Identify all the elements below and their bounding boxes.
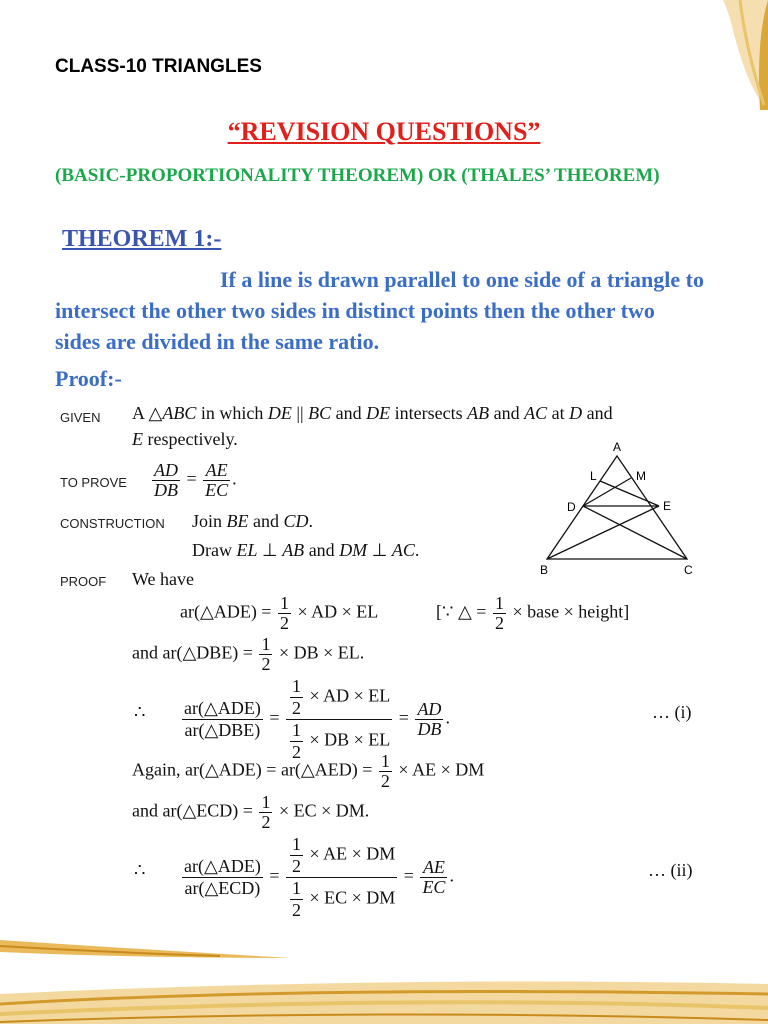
equation-6: $\frac{\text{ar(△ADE)}}{\text{ar(△ECD)}}$ = $\frac{1}{2}$ × AE × DM $\frac{1}{2}$ × EC × DM = $\frac{AE}{EC}$ . (184, 834, 454, 920)
construction-line-1: Join BE and CD. (192, 511, 314, 531)
triangle-figure (535, 438, 705, 580)
equation-1: ar(△ADE) = $\frac{1}{2}$ × AD × EL (180, 593, 379, 633)
equation-4: Again, ar(△ADE) = ar(△AED) = $\frac{1}{2}$ × AE × DM (132, 751, 485, 791)
gold-corner-decoration (628, 0, 768, 110)
theorem-statement (55, 264, 705, 357)
theorem-heading: THEOREM 1:- (62, 226, 222, 252)
therefore-symbol-2: ∴ (134, 860, 146, 880)
figure-label: L (590, 469, 597, 483)
figure-label: B (540, 563, 549, 577)
figure-label: M (636, 469, 646, 483)
we-have-text: We have (132, 569, 195, 589)
to-prove-label: TO PROVE (60, 475, 127, 490)
given-label: GIVEN (60, 410, 101, 425)
gold-bottom-decoration (0, 964, 768, 1024)
proof-label: PROOF (60, 574, 107, 589)
theorem-subtitle: (BASIC-PROPORTIONALITY THEOREM) OR (THALES’ THEOREM) (55, 165, 660, 186)
equation-1-reason: [∵ △ = $\frac{1}{2}$ × base × height] (436, 593, 630, 633)
equation-tag-i: … (i) (652, 702, 692, 722)
equation-3: $\frac{\text{ar(△ADE)}}{\text{ar(△DBE)}}$ = $\frac{1}{2}$ × AD × EL $\frac{1}{2}$ × DB × EL = $\frac{AD}{DB}$ . (184, 676, 450, 762)
figure-label: A (613, 440, 622, 454)
equation-5: and ar(△ECD) = $\frac{1}{2}$ × EC × DM. (132, 792, 370, 832)
proof-heading: Proof:- (55, 366, 122, 391)
to-prove-expression: $\frac{AD}{DB}$ = $\frac{AE}{EC}$ . (154, 460, 237, 500)
revision-title (0, 117, 768, 147)
revision-title-text: “REVISION QUESTIONS” (227, 117, 541, 146)
construction-label: CONSTRUCTION (60, 516, 165, 531)
figure-label: E (663, 499, 672, 513)
statement-rest: triangle to intersect the other two sides in distinct points then the other two sides are divided in the same ratio. (55, 267, 704, 354)
class-title: CLASS-10 TRIANGLES (55, 56, 262, 77)
equation-2: and ar(△DBE) = $\frac{1}{2}$ × DB × EL. (132, 634, 365, 674)
construction-line-2: Draw EL ⊥ AB and DM ⊥ AC. (192, 540, 420, 560)
statement-line-1: If a line is drawn parallel to one side of a (220, 267, 602, 292)
figure-label: D (567, 500, 576, 514)
therefore-symbol-1: ∴ (134, 702, 146, 722)
equation-tag-ii: … (ii) (648, 860, 693, 880)
given-line-1: A △ABC in which DE || BC and DE intersects AB and AC at D and (132, 403, 613, 423)
given-line-2: E respectively. (132, 429, 238, 449)
figure-label: C (684, 563, 693, 577)
